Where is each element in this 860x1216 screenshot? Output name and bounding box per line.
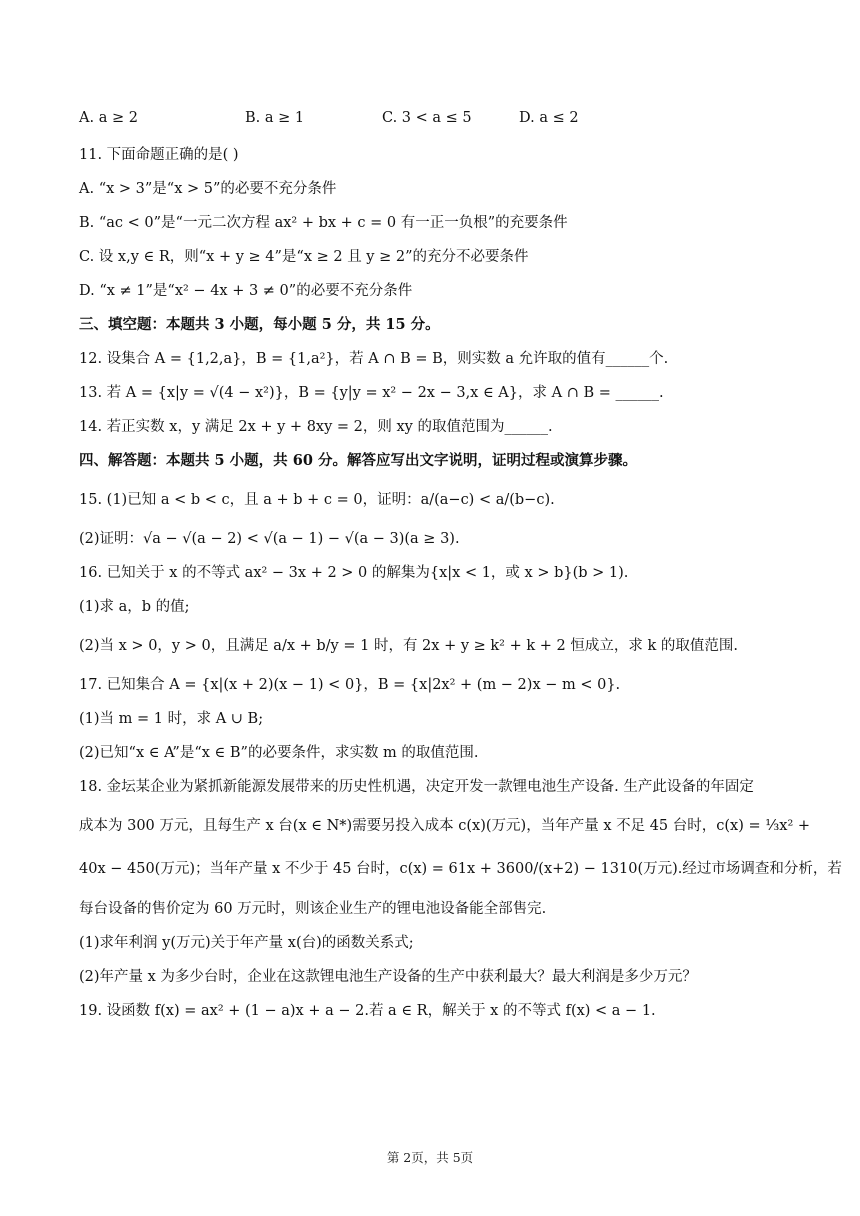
q10-option-a: A. a ≥ 2 — [79, 110, 138, 126]
q11-option-b: B. “ac < 0”是“一元二次方程 ax² + bx + c = 0 有一正一负根”的充要条件 — [79, 215, 568, 231]
question-18-line-4: 每台设备的售价定为 60 万元时，则该企业生产的锂电池设备能全部售完. — [79, 901, 547, 917]
question-13: 13. 若 A = {x|y = √(4 − x²)}，B = {y|y = x² − 2x − 3,x ∈ A}，求 A ∩ B = ______. — [79, 385, 664, 401]
q10-option-b: B. a ≥ 1 — [245, 110, 305, 126]
question-17-part-2: (2)已知“x ∈ A”是“x ∈ B”的必要条件，求实数 m 的取值范围. — [79, 745, 479, 761]
question-17: 17. 已知集合 A = {x|(x + 2)(x − 1) < 0}，B = {x|2x² + (m − 2)x − m < 0}. — [79, 677, 621, 693]
question-18-line-1: 18. 金坛某企业为紧抓新能源发展带来的历史性机遇，决定开发一款锂电池生产设备. 生产此设备的年固定 — [79, 779, 754, 795]
question-18-part-1: (1)求年利润 y(万元)关于年产量 x(台)的函数关系式; — [79, 935, 414, 951]
q11-option-c: C. 设 x,y ∈ R，则“x + y ≥ 4”是“x ≥ 2 且 y ≥ 2”的充分不必要条件 — [79, 249, 529, 265]
question-17-part-1: (1)当 m = 1 时，求 A ∪ B; — [79, 711, 264, 727]
question-15-part-2: (2)证明：√a − √(a − 2) < √(a − 1) − √(a − 3)(a ≥ 3). — [79, 531, 460, 547]
question-16-part-1: (1)求 a，b 的值; — [79, 599, 190, 615]
question-19: 19. 设函数 f(x) = ax² + (1 − a)x + a − 2.若 a ∈ R，解关于 x 的不等式 f(x) < a − 1. — [79, 1003, 656, 1019]
section-answer-heading: 四、解答题：本题共 5 小题，共 60 分。解答应写出文字说明，证明过程或演算步骤。 — [79, 452, 637, 469]
question-16-part-2: (2)当 x > 0，y > 0，且满足 a/x + b/y = 1 时，有 2x + y ≥ k² + k + 2 恒成立，求 k 的取值范围. — [79, 638, 738, 654]
q11-option-a: A. “x > 3”是“x > 5”的必要不充分条件 — [79, 181, 337, 197]
q11-stem: 11. 下面命题正确的是( ) — [79, 147, 239, 163]
question-18-part-2: (2)年产量 x 为多少台时，企业在这款锂电池生产设备的生产中获利最大？最大利润是多少万元？ — [79, 969, 697, 985]
q10-option-d: D. a ≤ 2 — [519, 110, 579, 126]
question-15-part-1: 15. (1)已知 a < b < c，且 a + b + c = 0，证明：a/(a−c) < a/(b−c). — [79, 492, 555, 508]
section-fill-in-heading: 三、填空题：本题共 3 小题，每小题 5 分，共 15 分。 — [79, 316, 440, 333]
question-18-line-2: 成本为 300 万元，且每生产 x 台(x ∈ N*)需要另投入成本 c(x)(万元)，当年产量 x 不足 45 台时，c(x) = ⅓x² + — [79, 818, 811, 834]
question-12: 12. 设集合 A = {1,2,a}，B = {1,a²}，若 A ∩ B = B，则实数 a 允许取的值有______个. — [79, 351, 669, 367]
question-18-line-3: 40x − 450(万元)；当年产量 x 不少于 45 台时，c(x) = 61x + 3600/(x+2) − 1310(万元).经过市场调查和分析，若 — [79, 861, 842, 877]
page-footer: 第 2页，共 5页 — [386, 1150, 474, 1165]
question-16: 16. 已知关于 x 的不等式 ax² − 3x + 2 > 0 的解集为{x|x < 1，或 x > b}(b > 1). — [79, 565, 629, 581]
q10-option-c: C. 3 < a ≤ 5 — [382, 110, 472, 126]
q11-option-d: D. “x ≠ 1”是“x² − 4x + 3 ≠ 0”的必要不充分条件 — [79, 283, 413, 299]
question-14: 14. 若正实数 x，y 满足 2x + y + 8xy = 2，则 xy 的取值范围为______. — [79, 419, 553, 435]
